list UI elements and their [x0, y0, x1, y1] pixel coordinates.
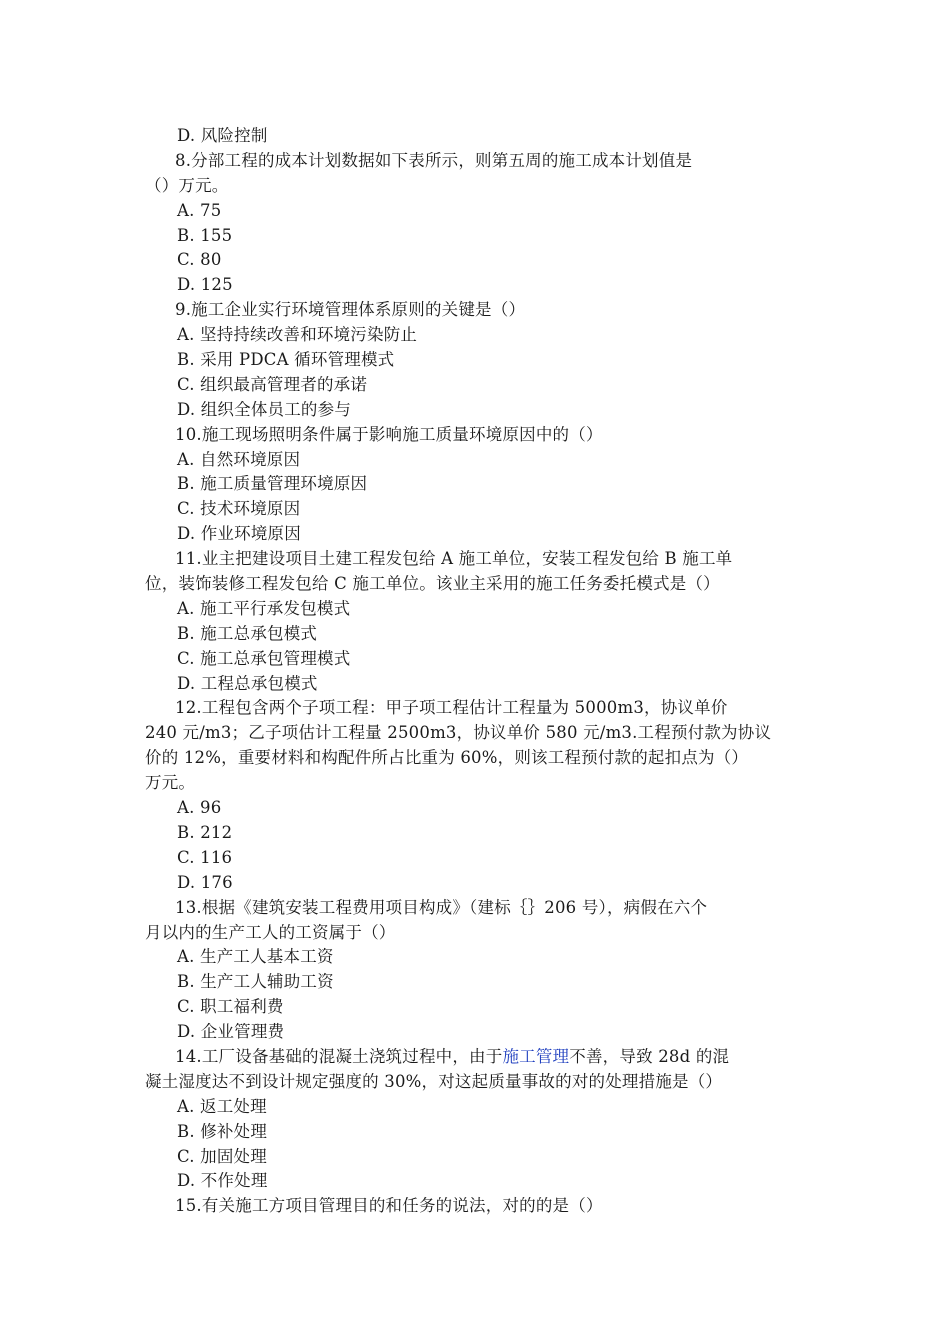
option-line: A. 施工平行承发包模式 — [177, 598, 351, 618]
question-line: 11.业主把建设项目土建工程发包给 A 施工单位，安装工程发包给 B 施工单 — [175, 549, 733, 569]
question-line — [145, 1045, 805, 1070]
option-line: D. 风险控制 — [177, 126, 268, 145]
option-line: C. 施工总承包管理模式 — [177, 648, 351, 668]
question-continuation-line: 万元。 — [145, 773, 196, 793]
option-line: D. 作业环境原因 — [177, 524, 301, 544]
construction-management-link[interactable]: 施工管理 — [502, 1046, 570, 1066]
option-line: D. 不作处理 — [177, 1171, 268, 1191]
option-line: D. 工程总承包模式 — [177, 673, 318, 693]
option-line: A. 96 — [177, 798, 222, 818]
option-line: B. 212 — [177, 822, 233, 842]
question-continuation-line: 凝土湿度达不到设计规定强度的 30%，对这起质量事故的对的处理措施是（） — [145, 1071, 723, 1091]
question-continuation-line: 价的 12%，重要材料和构配件所占比重为 60%，则该工程预付款的起扣点为（） — [145, 748, 749, 768]
option-line: A. 坚持持续改善和环境污染防止 — [177, 325, 418, 345]
option-line: D. 125 — [177, 275, 233, 295]
question-continuation-line: 位，装饰装修工程发包给 C 施工单位。该业主采用的施工任务委托模式是（） — [145, 574, 720, 594]
question-continuation-line: （）万元。 — [145, 175, 229, 195]
option-line: A. 生产工人基本工资 — [177, 947, 334, 967]
option-line: A. 自然环境原因 — [177, 449, 301, 469]
document-body — [145, 124, 805, 1219]
option-line: A. 返工处理 — [177, 1096, 267, 1116]
question-continuation-line: 月以内的生产工人的工资属于（） — [145, 922, 396, 942]
option-line: B. 施工质量管理环境原因 — [177, 474, 368, 494]
question-text-after-link: 不善，导致 28d 的混 — [569, 1046, 730, 1066]
option-line: B. 采用 PDCA 循环管理模式 — [177, 350, 395, 370]
option-line: C. 职工福利费 — [177, 997, 284, 1017]
question-line: 8.分部工程的成本计划数据如下表所示，则第五周的施工成本计划值是 — [175, 150, 693, 170]
question-line: 9.施工企业实行环境管理体系原则的关键是（） — [175, 300, 526, 320]
question-line: 13.根据《建筑安装工程费用项目构成》（建标｛｝206 号），病假在六个 — [175, 897, 708, 917]
question-line: 10.施工现场照明条件属于影响施工质量环境原因中的（） — [175, 424, 603, 444]
option-line: B. 155 — [177, 225, 233, 245]
option-line: D. 176 — [177, 872, 233, 892]
option-line: C. 组织最高管理者的承诺 — [177, 374, 368, 394]
question-line: 12.工程包含两个子项工程：甲子项工程估计工程量为 5000m3，协议单价 — [175, 698, 728, 718]
option-line: C. 加固处理 — [177, 1146, 267, 1166]
question-continuation-line: 240 元/m3；乙子项估计工程量 2500m3，协议单价 580 元/m3.工程预付款为协议 — [145, 723, 772, 743]
option-line: B. 修补处理 — [177, 1121, 268, 1141]
option-line: C. 技术环境原因 — [177, 499, 301, 519]
question-text-before-link: 14.工厂设备基础的混凝土浇筑过程中，由于 — [175, 1046, 503, 1066]
option-line: D. 企业管理费 — [177, 1022, 285, 1042]
option-line: A. 75 — [177, 200, 222, 220]
option-line: C. 116 — [177, 847, 233, 867]
option-line: B. 生产工人辅助工资 — [177, 972, 334, 992]
option-line: D. 组织全体员工的参与 — [177, 399, 352, 419]
question-line: 15.有关施工方项目管理目的和任务的说法，对的的是（） — [175, 1196, 603, 1216]
option-line: B. 施工总承包模式 — [177, 623, 318, 643]
option-line: C. 80 — [177, 250, 222, 270]
